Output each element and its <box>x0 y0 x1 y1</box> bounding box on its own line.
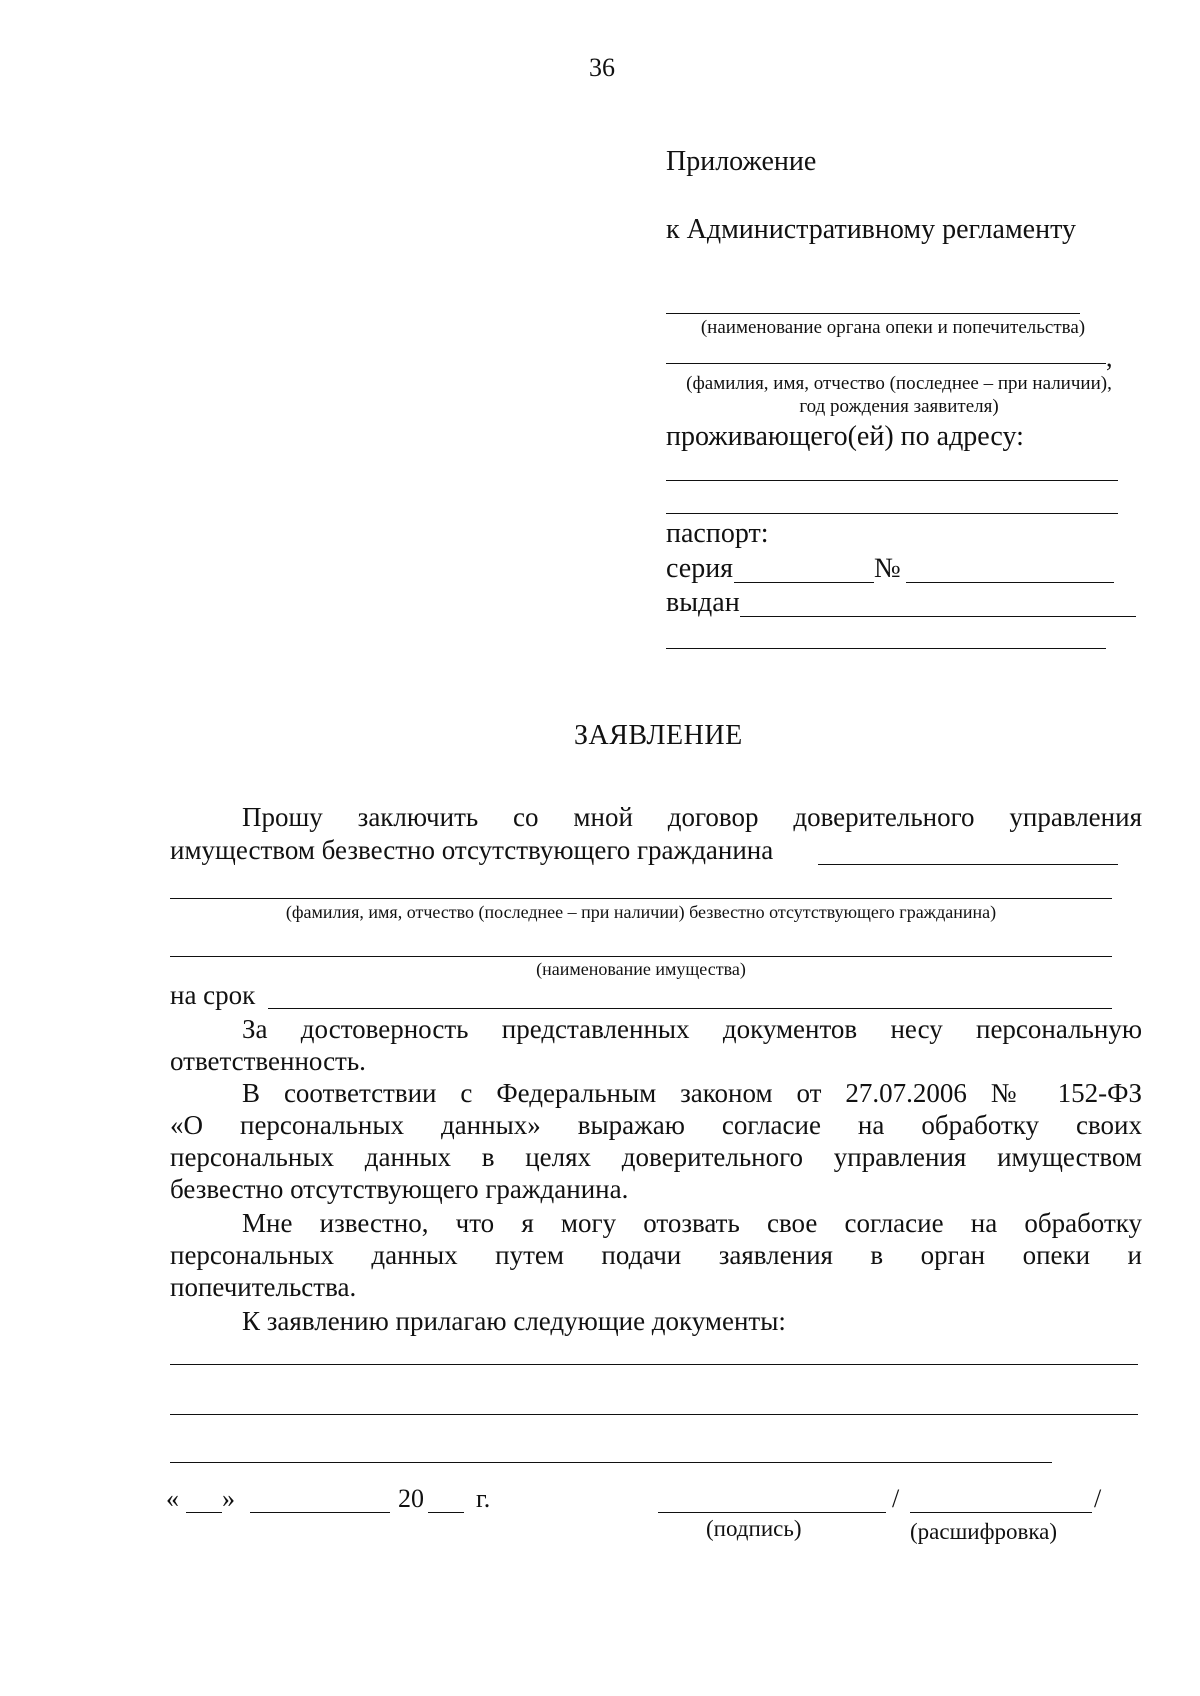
date-quote-open: « <box>166 1484 179 1513</box>
signature-caption: (подпись) <box>706 1516 802 1541</box>
applicant-caption-line1: (фамилия, имя, отчество (последнее – при наличии), <box>686 373 1112 394</box>
address-field-line2[interactable] <box>666 513 1118 514</box>
number-label: № <box>874 553 901 584</box>
missing-person-caption: (фамилия, имя, отчество (последнее – при наличии) безвестно отсутствующего гражданина) <box>285 902 997 922</box>
signature-slash-2: / <box>1094 1484 1102 1513</box>
authority-name-field[interactable] <box>666 313 1080 314</box>
missing-person-field[interactable] <box>170 898 1112 899</box>
attachments-field-line2[interactable] <box>170 1414 1138 1415</box>
address-field-line1[interactable] <box>666 480 1118 481</box>
missing-person-field-inline[interactable] <box>818 864 1118 865</box>
term-label: на срок <box>170 980 256 1010</box>
date-day-field[interactable] <box>186 1512 222 1513</box>
request-line2: имуществом безвестно отсутствующего гражданина <box>170 835 774 865</box>
applicant-comma: , <box>1106 343 1113 372</box>
revocation-line2: персональных данных путем подачи заявления в орган опеки и <box>170 1240 1142 1270</box>
passport-issued-field-line1[interactable] <box>740 616 1136 617</box>
passport-issued-field-line2[interactable] <box>666 648 1106 649</box>
revocation-line1: Мне известно, что я могу отозвать свое согласие на обработку <box>242 1208 1142 1238</box>
applicant-caption-line2: год рождения заявителя) <box>799 396 999 417</box>
responsibility-line1: За достоверность представленных документов несу персональную <box>242 1014 1142 1044</box>
series-label: серия <box>666 553 734 584</box>
applicant-name-field[interactable] <box>666 363 1106 364</box>
responsibility-line2: ответственность. <box>170 1046 366 1076</box>
revocation-line3: попечительства. <box>170 1272 357 1302</box>
consent-line4: безвестно отсутствующего гражданина. <box>170 1174 629 1204</box>
date-year-prefix: 20 <box>398 1484 424 1513</box>
document-title: ЗАЯВЛЕНИЕ <box>574 720 743 751</box>
property-caption: (наименование имущества) <box>536 959 746 979</box>
passport-number-field[interactable] <box>906 582 1114 583</box>
page-number: 36 <box>589 53 615 82</box>
term-field[interactable] <box>268 1008 1112 1009</box>
date-year-suffix: г. <box>476 1484 491 1513</box>
passport-series-field[interactable] <box>734 582 874 583</box>
consent-line1: В соответствии с Федеральным законом от 27.07.2006 № 152-ФЗ <box>242 1078 1142 1108</box>
address-label: проживающего(ей) по адресу: <box>666 421 1024 452</box>
signature-field[interactable] <box>658 1512 886 1513</box>
consent-line3: персональных данных в целях доверительного управления имуществом <box>170 1142 1142 1172</box>
attachments-field-line1[interactable] <box>170 1364 1138 1365</box>
passport-label: паспорт: <box>666 518 769 549</box>
authority-caption: (наименование органа опеки и попечительства) <box>700 317 1086 338</box>
date-quote-close: » <box>222 1484 235 1513</box>
consent-line2: «О персональных данных» выражаю согласие на обработку своих <box>170 1110 1142 1140</box>
issued-label: выдан <box>666 587 740 618</box>
date-year-field[interactable] <box>428 1512 464 1513</box>
appendix-subtitle: к Административному регламенту <box>666 214 1076 245</box>
decoding-caption: (расшифровка) <box>910 1519 1058 1544</box>
date-month-field[interactable] <box>250 1512 390 1513</box>
appendix-title: Приложение <box>666 146 817 177</box>
attachments-field-line3[interactable] <box>170 1462 1052 1463</box>
decoding-field[interactable] <box>910 1512 1092 1513</box>
attachments-label: К заявлению прилагаю следующие документы: <box>242 1306 786 1336</box>
signature-slash-1: / <box>892 1484 900 1513</box>
request-line1: Прошу заключить со мной договор доверительного управления <box>242 802 1142 832</box>
property-field[interactable] <box>170 956 1112 957</box>
